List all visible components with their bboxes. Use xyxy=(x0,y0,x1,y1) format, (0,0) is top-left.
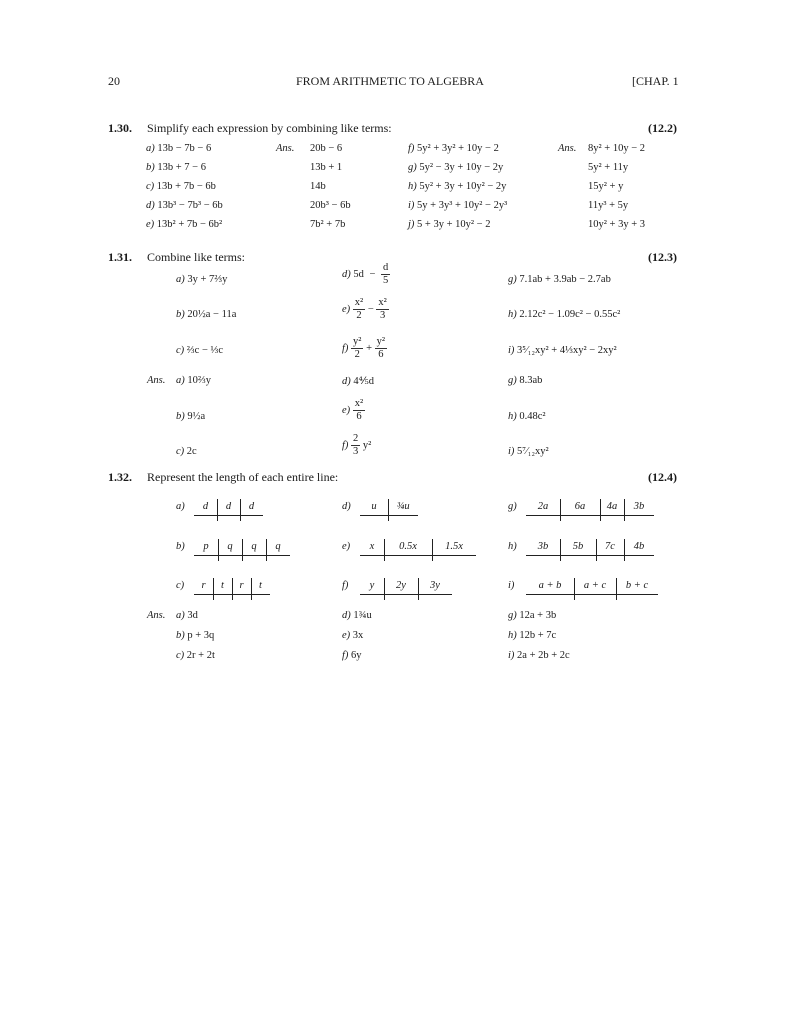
problem-number: 1.31. xyxy=(108,250,132,264)
item-e: e) $\frac{\text{x²}}{2}$ − $\frac{\text{x²}}{3}$ xyxy=(342,297,387,321)
problem-title: Combine like terms: xyxy=(147,250,245,264)
expression-answer: 10y² + 3y + 3 xyxy=(588,219,645,230)
answer-h: h) 0.48c² xyxy=(508,411,546,422)
item-i: i) 3⁵⁄₁₂xy² + 4⅓xy² − 2xy² xyxy=(508,345,617,356)
answer-b: b) 9½a xyxy=(176,411,206,422)
segment-label: q xyxy=(251,541,257,552)
line-answer: a) 3d xyxy=(176,610,198,621)
section-reference: (12.3) xyxy=(648,250,677,264)
item-h: h) 2.12c² − 1.09c² − 0.55c² xyxy=(508,309,621,320)
expression-answer: 13b + 1 xyxy=(310,162,343,173)
page-number: 20 xyxy=(108,74,120,88)
segment-label: ¾u xyxy=(396,501,410,512)
line-label: a) xyxy=(176,501,185,512)
expression-answer: 7b² + 7b xyxy=(310,219,346,230)
problem-number: 1.30. xyxy=(108,121,132,135)
expression-item: j) 5 + 3y + 10y² − 2 xyxy=(408,219,491,230)
line-label: c) xyxy=(176,580,185,591)
segment-label: 7c xyxy=(605,541,615,552)
answer-a: a) 10⅔y xyxy=(176,375,211,386)
segment-label: 4a xyxy=(606,501,618,512)
answer-e: e) $\frac{\text{x²}}{6}$ xyxy=(342,398,364,422)
item-f: f) $\frac{\text{y²}}{2}$ + $\frac{\text{y²}}{6}$ xyxy=(342,336,386,360)
expression-item: i) 5y + 3y³ + 10y² − 2y³ xyxy=(408,200,508,211)
segment-label: r xyxy=(201,580,206,591)
line-answer: d) 1¾u xyxy=(342,610,372,621)
expression-item: g) 5y² − 3y + 10y − 2y xyxy=(408,162,504,173)
chapter-label: [CHAP. 1 xyxy=(632,74,679,88)
segment-label: r xyxy=(239,580,244,591)
segment-label: t xyxy=(221,580,224,591)
answer-g: g) 8.3ab xyxy=(508,375,543,386)
segment-label: 5b xyxy=(572,541,584,552)
expression-item: a) 13b − 7b − 6 xyxy=(146,143,212,154)
line-segment-baseline xyxy=(526,555,654,556)
answer-label: Ans. xyxy=(276,143,295,154)
segment-label: a + c xyxy=(583,580,607,591)
segment-label: a + b xyxy=(538,580,562,591)
line-segment-baseline xyxy=(360,555,476,556)
problem-title: Represent the length of each entire line: xyxy=(147,470,339,484)
line-answer: f) 6y xyxy=(342,650,362,661)
segment-label: 2y xyxy=(396,580,406,591)
segment-label: 3y xyxy=(430,580,440,591)
line-answer: i) 2a + 2b + 2c xyxy=(508,650,570,661)
line-segment-baseline xyxy=(194,515,263,516)
problem-number: 1.32. xyxy=(108,470,132,484)
segment-label: d xyxy=(248,501,255,512)
segment-label: x xyxy=(369,541,375,552)
line-segment-baseline xyxy=(360,594,452,595)
item-d: d) 5d − $\frac{d}{5}$ xyxy=(342,262,389,286)
expression-item: e) 13b² + 7b − 6b² xyxy=(146,219,223,230)
segment-label: 3b xyxy=(633,501,645,512)
segment-label: 2a xyxy=(537,501,549,512)
line-label: b) xyxy=(176,541,185,552)
expression-answer: 14b xyxy=(310,181,326,192)
segment-label: q xyxy=(227,541,233,552)
expression-item: c) 13b + 7b − 6b xyxy=(146,181,216,192)
line-label: i) xyxy=(508,580,515,591)
answer-label: Ans. xyxy=(147,375,166,386)
line-answer: c) 2r + 2t xyxy=(176,650,215,661)
line-segment-baseline xyxy=(526,515,654,516)
expression-answer: 5y² + 11y xyxy=(588,162,629,173)
line-answer: b) p + 3q xyxy=(176,630,215,641)
line-segment-baseline xyxy=(526,594,658,595)
expression-answer: 20b − 6 xyxy=(310,143,343,154)
line-answer: h) 12b + 7c xyxy=(508,630,557,641)
line-label: d) xyxy=(342,501,351,512)
line-label: g) xyxy=(508,501,517,512)
line-answer: e) 3x xyxy=(342,630,364,641)
segment-label: t xyxy=(259,580,262,591)
segment-label: 3b xyxy=(537,541,549,552)
expression-item: h) 5y² + 3y + 10y² − 2y xyxy=(408,181,507,192)
segment-label: 6a xyxy=(574,501,586,512)
segment-label: 4b xyxy=(633,541,645,552)
item-b: b) 20½a − 11a xyxy=(176,309,237,320)
answer-f: f) $\frac{2}{3}$ y² xyxy=(342,433,372,457)
item-a: a) 3y + 7⅔y xyxy=(176,274,228,285)
expression-answer: 11y³ + 5y xyxy=(588,200,629,211)
line-label: h) xyxy=(508,541,517,552)
line-label: f) xyxy=(342,580,349,591)
line-answer: g) 12a + 3b xyxy=(508,610,557,621)
line-label: e) xyxy=(342,541,351,552)
expression-answer: 20b³ − 6b xyxy=(310,200,351,211)
answer-i: i) 5⁷⁄₁₂xy² xyxy=(508,446,549,457)
expression-answer: 15y² + y xyxy=(588,181,624,192)
expression-answer: 8y² + 10y − 2 xyxy=(588,143,645,154)
expression-item: f) 5y² + 3y² + 10y − 2 xyxy=(408,143,499,154)
section-reference: (12.4) xyxy=(648,470,677,484)
line-segment-baseline xyxy=(360,515,418,516)
answer-d: d) 4⅘d xyxy=(342,376,375,387)
expression-item: b) 13b + 7 − 6 xyxy=(146,162,206,173)
segment-label: u xyxy=(371,501,377,512)
segment-label: p xyxy=(203,541,209,552)
problem-title: Simplify each expression by combining like terms: xyxy=(147,121,392,135)
answer-c: c) 2c xyxy=(176,446,197,457)
segment-label: 0.5x xyxy=(399,541,417,552)
segment-label: 1.5x xyxy=(445,541,463,552)
running-title: FROM ARITHMETIC TO ALGEBRA xyxy=(296,74,484,88)
segment-label: q xyxy=(275,541,281,552)
segment-label: d xyxy=(225,501,232,512)
segment-label: y xyxy=(369,580,375,591)
item-g: g) 7.1ab + 3.9ab − 2.7ab xyxy=(508,274,611,285)
answer-label: Ans. xyxy=(558,143,577,154)
answer-label: Ans. xyxy=(147,610,166,621)
expression-item: d) 13b³ − 7b³ − 6b xyxy=(146,200,223,211)
item-c: c) ⅔c − ⅓c xyxy=(176,345,224,356)
segment-label: b + c xyxy=(625,580,649,591)
section-reference: (12.2) xyxy=(648,121,677,135)
segment-label: d xyxy=(202,501,209,512)
